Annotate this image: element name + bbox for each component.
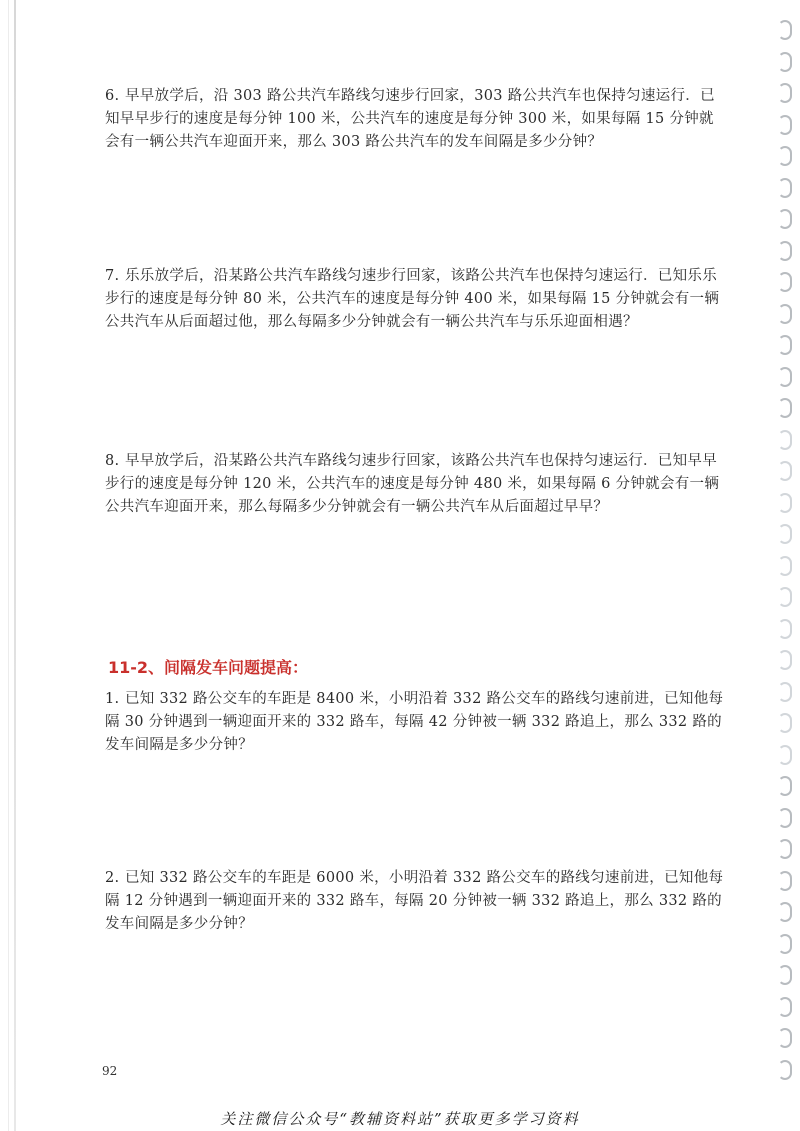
- question-number: 7.: [105, 268, 120, 284]
- binder-ring: [778, 808, 792, 828]
- binder-ring: [778, 493, 792, 513]
- question-7: [105, 265, 725, 334]
- binder-ring: [778, 20, 792, 40]
- page-edge-shadow: [8, 0, 9, 1131]
- binder-ring: [778, 1060, 792, 1080]
- binder-ring: [778, 335, 792, 355]
- binder-ring: [778, 934, 792, 954]
- binder-ring: [778, 178, 792, 198]
- question-6: [105, 85, 725, 154]
- section-question-2: [105, 867, 725, 936]
- question-text: 乐乐放学后，沿某路公共汽车路线匀速步行回家，该路公共汽车也保持匀速运行．已知乐乐步行的速度是每分钟 80 米，公共汽车的速度是每分钟 400 米，如果每隔 15 分钟就会有一辆公共汽车从后面超过他，那么每隔多少分钟就会有一辆公共汽车与乐乐迎面相遇？: [105, 268, 720, 330]
- binder-ring: [778, 241, 792, 261]
- binder-ring: [778, 83, 792, 103]
- binder-ring: [778, 997, 792, 1017]
- page-number: 92: [102, 1064, 118, 1078]
- binder-ring: [778, 776, 792, 796]
- question-number: 1.: [105, 691, 120, 707]
- binder-ring: [778, 745, 792, 765]
- binder-ring: [778, 272, 792, 292]
- binder-ring: [778, 304, 792, 324]
- binder-ring: [778, 430, 792, 450]
- binder-ring: [778, 650, 792, 670]
- binder-ring: [778, 587, 792, 607]
- page-edge: [14, 0, 16, 1131]
- binder-ring: [778, 871, 792, 891]
- binder-ring: [778, 524, 792, 544]
- binder-ring: [778, 682, 792, 702]
- binder-ring: [778, 115, 792, 135]
- binder-ring: [778, 902, 792, 922]
- binder-rings: [774, 20, 800, 1120]
- question-text: 早早放学后，沿 303 路公共汽车路线匀速步行回家，303 路公共汽车也保持匀速运行．已知早早步行的速度是每分钟 100 米，公共汽车的速度是每分钟 300 米，如果每隔 15 分钟就会有一辆公共汽车迎面开来，那么 303 路公共汽车的发车间隔是多少分钟？: [105, 88, 715, 150]
- question-text: 已知 332 路公交车的车距是 8400 米，小明沿着 332 路公交车的路线匀速前进，已知他每隔 30 分钟遇到一辆迎面开来的 332 路车，每隔 42 分钟被一辆 332 路追上，那么 332 路的发车间隔是多少分钟？: [105, 691, 724, 753]
- binder-ring: [778, 1028, 792, 1048]
- question-8: [105, 450, 725, 519]
- binder-ring: [778, 398, 792, 418]
- binder-ring: [778, 209, 792, 229]
- footer-note: 关注微信公众号“教辅资料站”获取更多学习资料: [220, 1110, 580, 1128]
- section-question-1: [105, 688, 725, 757]
- question-number: 2.: [105, 870, 120, 886]
- question-text: 已知 332 路公交车的车距是 6000 米，小明沿着 332 路公交车的路线匀速前进，已知他每隔 12 分钟遇到一辆迎面开来的 332 路车，每隔 20 分钟被一辆 332 路追上，那么 332 路的发车间隔是多少分钟？: [105, 870, 724, 932]
- question-number: 8.: [105, 453, 120, 469]
- question-text: 早早放学后，沿某路公共汽车路线匀速步行回家，该路公共汽车也保持匀速运行．已知早早步行的速度是每分钟 120 米，公共汽车的速度是每分钟 480 米，如果每隔 6 分钟就会有一辆公共汽车迎面开来，那么每隔多少分钟就会有一辆公共汽车从后面超过早早？: [105, 453, 720, 515]
- binder-ring: [778, 146, 792, 166]
- binder-ring: [778, 461, 792, 481]
- section-title: 11-2、间隔发车问题提高：: [108, 658, 309, 677]
- binder-ring: [778, 619, 792, 639]
- binder-ring: [778, 965, 792, 985]
- binder-ring: [778, 52, 792, 72]
- binder-ring: [778, 839, 792, 859]
- binder-ring: [778, 556, 792, 576]
- question-number: 6.: [105, 88, 120, 104]
- binder-ring: [778, 367, 792, 387]
- binder-ring: [778, 713, 792, 733]
